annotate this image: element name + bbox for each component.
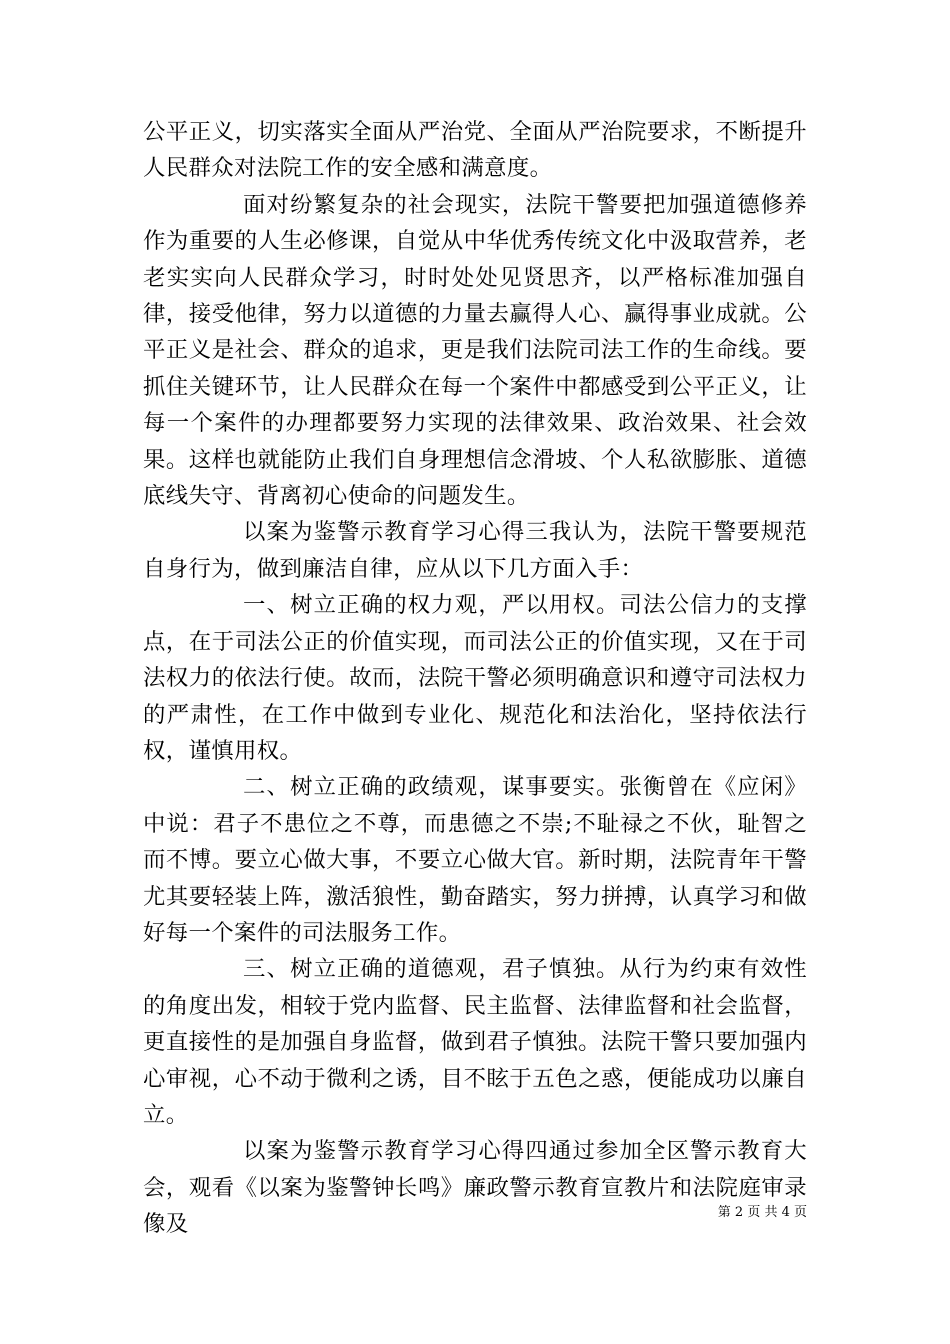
page-number-footer: 第 2 页 共 4 页	[717, 1205, 807, 1220]
paragraph-moral-view: 三、树立正确的道德观，君子慎独。从行为约束有效性的角度出发，相较于党内监督、民主监督、法律监督和社会监督，更直接性的是加强自身监督，做到君子慎独。法院干警只要加强内心审视，心不动于微利之诱，目不眩于五色之惑，便能成功以廉自立。	[143, 956, 807, 1128]
paragraph-reflection-four-intro: 以案为鉴警示教育学习心得四通过参加全区警示教育大会，观看《以案为鉴警钟长鸣》廉政警示教育宣教片和法院庭审录像及	[143, 1138, 807, 1238]
paragraph-continued: 公平正义，切实落实全面从严治党、全面从严治院要求，不断提升人民群众对法院工作的安全感和满意度。	[143, 119, 807, 182]
document-body	[143, 114, 807, 1243]
paragraph-power-view: 一、树立正确的权力观，严以用权。司法公信力的支撑点，在于司法公正的价值实现，而司法公正的价值实现，又在于司法权力的依法行使。故而，法院干警必须明确意识和遵守司法权力的严肃性，在工作中做到专业化、规范化和法治化，坚持依法行权，谨慎用权。	[143, 592, 807, 764]
paragraph-achievement-view: 二、树立正确的政绩观，谋事要实。张衡曾在《应闲》中说：君子不患位之不尊，而患德之不崇;不耻禄之不伙，耻智之而不博。要立心做大事，不要立心做大官。新时期，法院青年干警尤其要轻装上阵，激活狼性，勤奋踏实，努力拼搏，认真学习和做好每一个案件的司法服务工作。	[143, 774, 807, 946]
paragraph-moral-cultivation: 面对纷繁复杂的社会现实，法院干警要把加强道德修养作为重要的人生必修课，自觉从中华优秀传统文化中汲取营养，老老实实向人民群众学习，时时处处见贤思齐，以严格标准加强自律，接受他律，努力以道德的力量去赢得人心、赢得事业成就。公平正义是社会、群众的追求，更是我们法院司法工作的生命线。要抓住关键环节，让人民群众在每一个案件中都感受到公平正义，让每一个案件的办理都要努力实现的法律效果、政治效果、社会效果。这样也就能防止我们自身理想信念滑坡、个人私欲膨胀、道德底线失守、背离初心使命的问题发生。	[143, 191, 807, 510]
paragraph-reflection-three-intro: 以案为鉴警示教育学习心得三我认为，法院干警要规范自身行为，做到廉洁自律，应从以下几方面入手：	[143, 519, 807, 582]
